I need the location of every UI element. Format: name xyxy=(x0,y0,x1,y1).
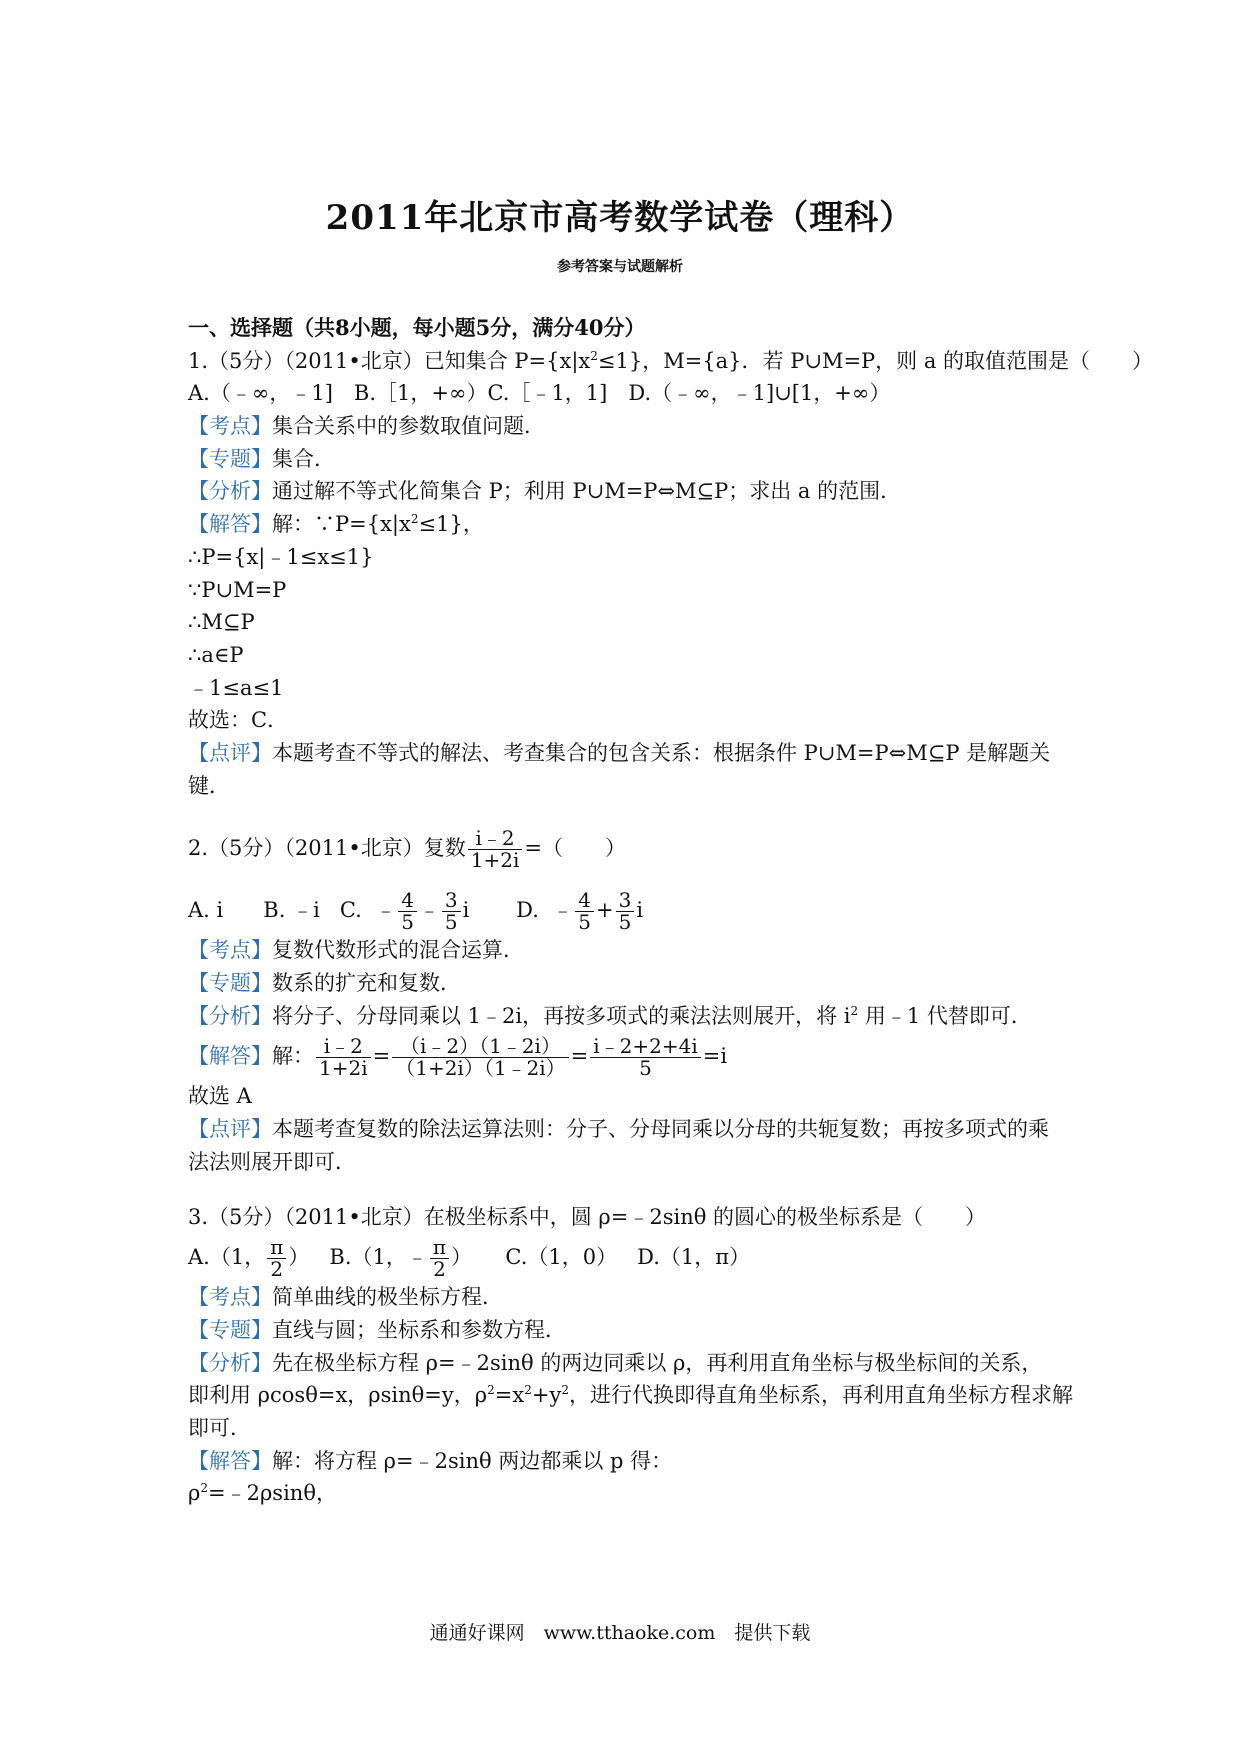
q1-zhuanti: 【专题】集合． xyxy=(188,446,335,471)
q3-options xyxy=(188,1233,1068,1281)
q2-stem: 2.（5分）（2011•北京）复数 $\frac{i﹣2}{1+2i}$ =（ ） xyxy=(188,826,626,873)
q2-kaodian: 【考点】复数代数形式的混合运算． xyxy=(188,938,524,963)
q2-fenxi: 【分析】将分子、分母同乘以 1﹣2i，再按多项式的乘法法则展开，将 $i^2$ 用﹣1 代替即可． xyxy=(188,1003,1032,1028)
q3-kaodian: 【考点】简单曲线的极坐标方程． xyxy=(188,1285,503,1310)
page-title: 2011年北京市高考数学试卷（理科） xyxy=(325,198,915,238)
q3-option-a: A.（1， $\frac{\pi}{2}$ ） xyxy=(188,1235,310,1282)
q1-step: ∵P∪M=P xyxy=(188,577,287,602)
q3-zhuanti: 【专题】直线与圆；坐标系和参数方程． xyxy=(188,1317,566,1342)
q3-fenxi-2: 即利用 ρcosθ=x，ρsinθ=y，$\rho^2=x^2+y^2$，进行代换即得直角坐标系，再利用直角坐标方程求解 xyxy=(188,1383,1073,1408)
q1-step: ﹣1≤a≤1 xyxy=(188,675,284,700)
q1-dianping: 【点评】本题考查不等式的解法、考查集合的包含关系：根据条件 P∪M=P⇔M⊆P 是解题关键． xyxy=(188,740,1051,798)
q2-options xyxy=(188,886,1068,934)
q2-jieda: 【解答】解： $\frac{i﹣2}{1+2i}$ = $\frac{(i﹣2)(1﹣2i)}{(1+2i)(1﹣2i)}$ = $\frac{i﹣2+2+4i}{5}$ =i xyxy=(188,1034,728,1081)
q1-kaodian: 【考点】集合关系中的参数取值问题． xyxy=(188,414,545,439)
page-subtitle: 参考答案与试题解析 xyxy=(557,259,683,275)
q1-step: ∴P={x|﹣1≤x≤1} xyxy=(188,544,374,569)
q3-fenxi-3: 即可． xyxy=(188,1415,251,1440)
q2-stem-fraction: $\frac{i﹣2}{1+2i}$ xyxy=(468,828,523,871)
q2-option-a: A. i xyxy=(188,898,224,923)
q2-conclusion: 故选 A xyxy=(188,1084,252,1109)
page-footer: 通通好课网 www.tthaoke.com 提供下载 xyxy=(429,1622,811,1644)
q1-options: A.（﹣∞，﹣1] B.［1，+∞）C.［﹣1，1] D.（﹣∞，﹣1]∪[1，+∞） xyxy=(188,381,891,406)
q2-option-b: B. ﹣i xyxy=(263,898,320,923)
q1-step: 故选：C． xyxy=(188,708,289,733)
q3-stem: 3.（5分）（2011•北京）在极坐标系中，圆 ρ=﹣2sinθ 的圆心的极坐标系是（ ） xyxy=(188,1204,987,1229)
section-heading: 一、选择题（共8小题，每小题5分，满分40分） xyxy=(188,315,646,340)
q3-fenxi-1: 【分析】先在极坐标方程 ρ=﹣2sinθ 的两边同乘以 ρ，再利用直角坐标与极坐标间的关系， xyxy=(188,1350,1043,1375)
q1-jieda: 【解答】解：$\because P=\{x|x^2\le 1\}$， xyxy=(188,512,484,537)
q1-stem: 1.（5分）（2011•北京）已知集合 $P=\{x|x^2\le 1\}$，M={a}．若 P∪M=P，则 a 的取值范围是（ ） xyxy=(188,348,1154,373)
q1-step: ∴a∈P xyxy=(188,642,244,667)
q2-option-d: D. ﹣ $\frac{4}{5}$ + $\frac{3}{5}$ i xyxy=(516,888,644,935)
content xyxy=(188,312,1154,1510)
q2-option-c: C. ﹣ $\frac{4}{5}$ ﹣ $\frac{3}{5}$ i xyxy=(339,888,470,935)
q1-fenxi: 【分析】通过解不等式化简集合 P；利用 P∪M=P⇔M⊆P；求出 a 的范围． xyxy=(188,479,902,504)
q2-zhuanti: 【专题】数系的扩充和复数． xyxy=(188,971,461,996)
q3-option-c: C.（1，0） xyxy=(505,1245,618,1270)
q3-option-b: B.（1，﹣ $\frac{\pi}{2}$ ） xyxy=(329,1235,473,1282)
q1-step: ∴M⊆P xyxy=(188,610,255,635)
q3-step: $\rho^2=﹣2\rho\sin\theta$， xyxy=(188,1481,337,1506)
q3-jieda: 【解答】解：将方程 ρ=﹣2sinθ 两边都乘以 p 得： xyxy=(188,1448,673,1473)
q2-dianping: 【点评】本题考查复数的除法运算法则：分子、分母同乘以分母的共轭复数；再按多项式的乘法法则展开即可． xyxy=(188,1117,1049,1174)
q3-option-d: D.（1，π） xyxy=(637,1245,751,1270)
